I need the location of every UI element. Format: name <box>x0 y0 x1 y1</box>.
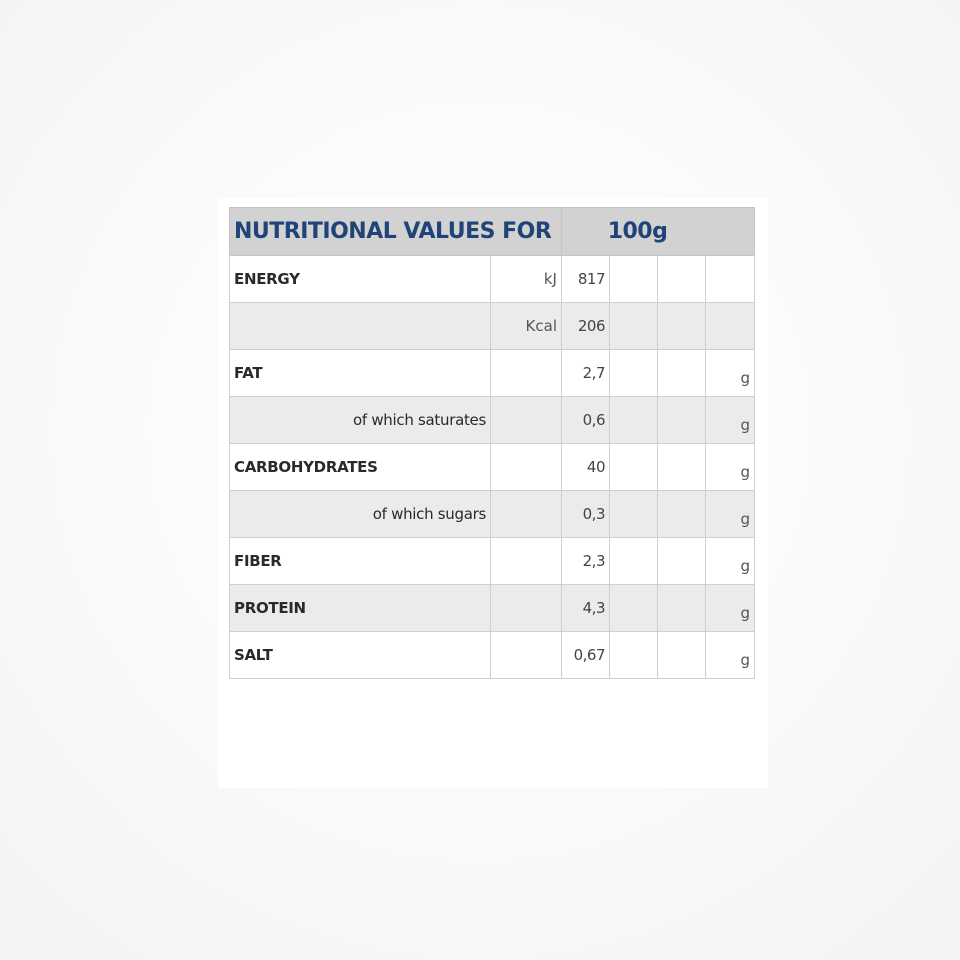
nutrient-unit <box>706 256 755 303</box>
nutrient-unit: g <box>706 491 755 538</box>
nutrient-value: 2,7 <box>562 350 610 397</box>
unit-cell <box>491 491 562 538</box>
nutrient-label: CARBOHYDRATES <box>230 444 491 491</box>
empty-cell <box>658 538 706 585</box>
empty-cell <box>610 585 658 632</box>
empty-cell <box>658 303 706 350</box>
table-row <box>230 397 755 444</box>
empty-cell <box>610 397 658 444</box>
empty-cell <box>610 256 658 303</box>
nutrient-unit: g <box>706 632 755 679</box>
unit-cell <box>491 397 562 444</box>
table-row <box>230 350 755 397</box>
nutrient-unit: g <box>706 397 755 444</box>
table-row <box>230 256 755 303</box>
table-row <box>230 585 755 632</box>
nutrient-value: 2,3 <box>562 538 610 585</box>
serving-amount: 100g <box>562 208 755 256</box>
empty-cell <box>658 585 706 632</box>
nutrient-unit: g <box>706 585 755 632</box>
nutrient-value: 40 <box>562 444 610 491</box>
nutrient-value: 0,3 <box>562 491 610 538</box>
unit-cell <box>491 632 562 679</box>
empty-cell <box>610 632 658 679</box>
empty-cell <box>658 350 706 397</box>
empty-cell <box>610 491 658 538</box>
table-header-row <box>230 208 755 256</box>
table-row <box>230 491 755 538</box>
empty-cell <box>658 256 706 303</box>
nutrient-label: FIBER <box>230 538 491 585</box>
empty-cell <box>658 491 706 538</box>
nutrient-label <box>230 303 491 350</box>
nutrient-value: 817 <box>562 256 610 303</box>
unit-cell <box>491 538 562 585</box>
energy-unit: kJ <box>491 256 562 303</box>
empty-cell <box>658 444 706 491</box>
empty-cell <box>610 350 658 397</box>
nutrient-unit: g <box>706 538 755 585</box>
table-row <box>230 632 755 679</box>
nutrient-label: FAT <box>230 350 491 397</box>
nutrition-table <box>229 207 755 679</box>
unit-cell <box>491 444 562 491</box>
nutrient-value: 0,67 <box>562 632 610 679</box>
nutrient-label: ENERGY <box>230 256 491 303</box>
nutrient-value: 4,3 <box>562 585 610 632</box>
nutrient-label: SALT <box>230 632 491 679</box>
empty-cell <box>610 303 658 350</box>
nutrient-sub-label: of which saturates <box>230 397 491 444</box>
unit-cell <box>491 585 562 632</box>
table-row <box>230 538 755 585</box>
nutrient-label: PROTEIN <box>230 585 491 632</box>
nutrient-unit: g <box>706 350 755 397</box>
empty-cell <box>658 632 706 679</box>
nutrient-sub-label: of which sugars <box>230 491 491 538</box>
table-row <box>230 444 755 491</box>
empty-cell <box>610 538 658 585</box>
unit-cell <box>491 350 562 397</box>
table-title: NUTRITIONAL VALUES FOR <box>230 208 562 256</box>
table-row <box>230 303 755 350</box>
nutrient-unit: g <box>706 444 755 491</box>
empty-cell <box>610 444 658 491</box>
empty-cell <box>658 397 706 444</box>
nutrient-unit <box>706 303 755 350</box>
energy-unit: Kcal <box>491 303 562 350</box>
nutrient-value: 0,6 <box>562 397 610 444</box>
nutrient-value: 206 <box>562 303 610 350</box>
